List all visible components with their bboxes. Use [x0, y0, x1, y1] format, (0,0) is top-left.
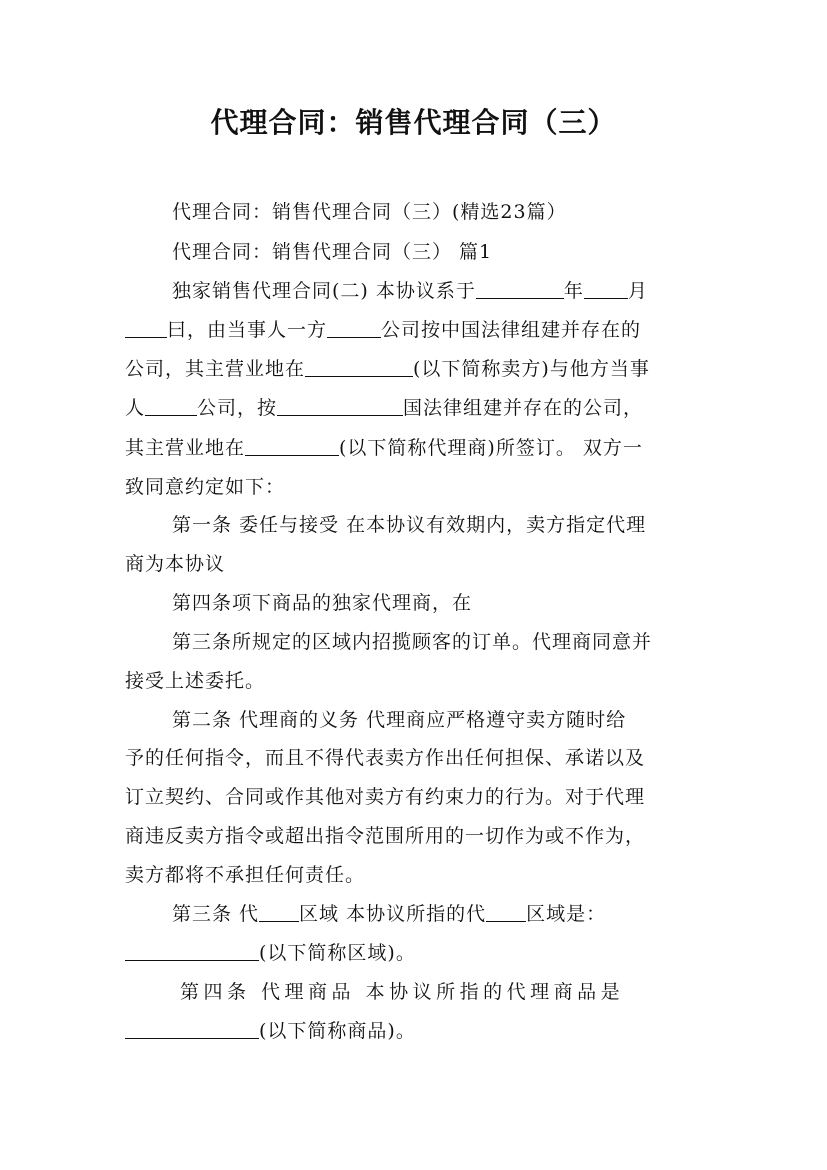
- paragraph-line: 公司，其主营业地在 (以下简称卖方)与他方当事: [125, 358, 650, 380]
- paragraph-line: 第三条所规定的区域内招揽顾客的订单。代理商同意并: [172, 631, 653, 653]
- paragraph-line: 商为本协议: [125, 553, 226, 575]
- blank-field: [584, 280, 628, 299]
- paragraph-line: 卖方都将不承担任何责任。: [125, 864, 366, 886]
- paragraph-line: 第四条项下商品的独家代理商，在: [172, 592, 473, 614]
- paragraph-line: (以下简称区域)。: [125, 941, 416, 965]
- blank-field: [125, 942, 259, 961]
- blank-field: [476, 280, 564, 299]
- blank-field: [305, 358, 413, 377]
- paragraph-line: 第四条 代理商品 本协议所指的代理商品是: [180, 981, 625, 1003]
- paragraph-line: (以下简称商品)。: [125, 1019, 416, 1043]
- blank-field: [327, 319, 381, 338]
- section-heading: 代理合同：销售代理合同（三） 篇1: [172, 241, 493, 263]
- blank-field: [259, 903, 299, 922]
- paragraph-line: 第三条 代 区域 本协议所指的代 区域是：: [172, 903, 607, 925]
- paragraph-line: 订立契约、合同或作其他对卖方有约束力的行为。对于代理: [125, 786, 646, 808]
- document-title: 代理合同：销售代理合同（三）: [210, 106, 617, 139]
- paragraph-line: 人 公司，按 国法律组建并存在的公司，: [125, 397, 644, 419]
- subtitle-line: 代理合同：销售代理合同（三）(精选23篇）: [172, 201, 567, 223]
- paragraph-line: 第一条 委任与接受 在本协议有效期内，卖方指定代理: [172, 514, 647, 536]
- blank-field: [486, 903, 526, 922]
- paragraph-line: 第二条 代理商的义务 代理商应严格遵守卖方随时给: [172, 709, 627, 731]
- paragraph-line: 致同意约定如下：: [125, 476, 286, 498]
- paragraph-line: 其主营业地在 (以下简称代理商)所签订。 双方一: [125, 437, 643, 459]
- blank-field: [277, 397, 403, 416]
- paragraph-line: 独家销售代理合同(二) 本协议系于 年 月: [172, 280, 648, 302]
- blank-field: [145, 397, 197, 416]
- blank-field: [245, 437, 339, 456]
- blank-field: [125, 1020, 259, 1039]
- paragraph-line: 商违反卖方指令或超出指令范围所用的一切作为或不作为，: [125, 825, 646, 847]
- paragraph-line: 接受上述委托。: [125, 670, 266, 692]
- paragraph-line: 予的任何指令，而且不得代表卖方作出任何担保、承诺以及: [125, 747, 646, 769]
- blank-field: [125, 319, 167, 338]
- paragraph-line: 曰，由当事人一方 公司按中国法律组建并存在的: [125, 318, 641, 342]
